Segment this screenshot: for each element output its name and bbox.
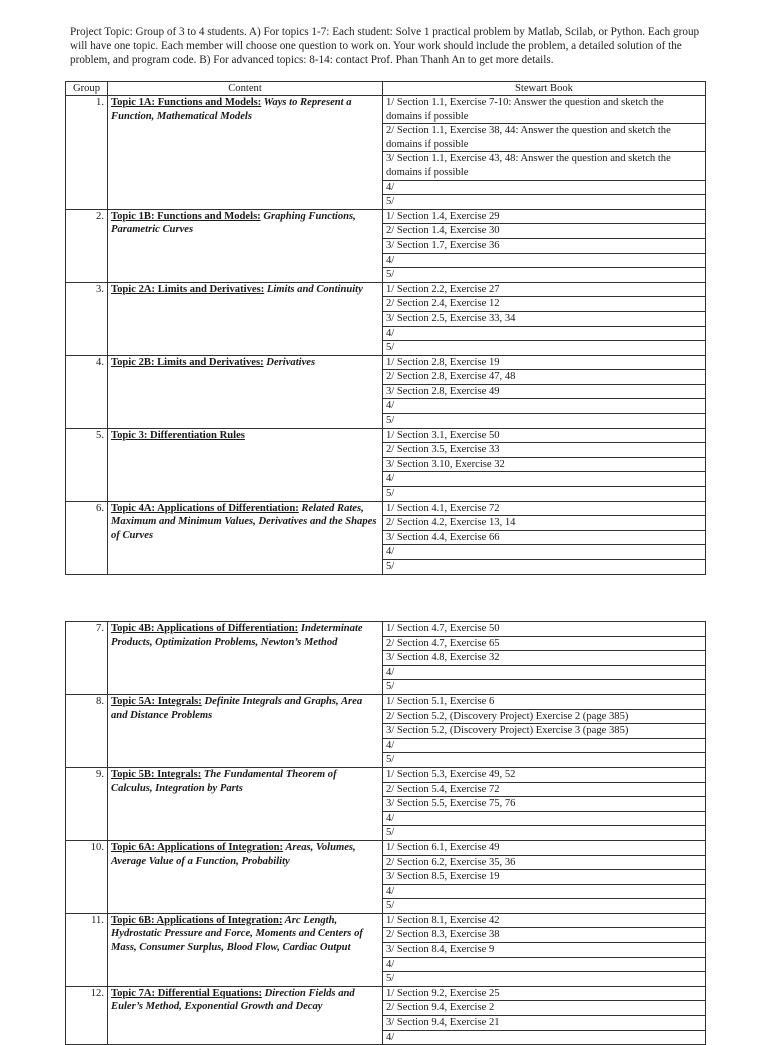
table-row <box>66 840 706 855</box>
exercise-cell: 5/ <box>383 195 706 210</box>
topics-table-1 <box>65 81 706 575</box>
topic-title: Topic 7A: Differential Equations: <box>111 987 262 999</box>
group-number: 8. <box>66 694 108 767</box>
exercise-cell: 1/ Section 3.1, Exercise 50 <box>383 428 706 443</box>
group-number: 2. <box>66 209 108 282</box>
exercise-cell: 2/ Section 2.8, Exercise 47, 48 <box>383 370 706 385</box>
exercise-cell: 5/ <box>383 414 706 429</box>
exercise-cell: 5/ <box>383 899 706 914</box>
topic-content <box>108 96 383 210</box>
exercise-cell: 1/ Section 4.1, Exercise 72 <box>383 501 706 516</box>
table-row <box>66 622 706 637</box>
exercise-cell: 1/ Section 1.1, Exercise 7-10: Answer the question and sketch the domains if possible <box>383 96 706 124</box>
exercise-cell: 1/ Section 6.1, Exercise 49 <box>383 840 706 855</box>
topic-subtitle: Derivatives <box>263 356 316 368</box>
exercise-cell: 4/ <box>383 326 706 341</box>
exercise-cell: 3/ Section 4.4, Exercise 66 <box>383 530 706 545</box>
exercise-cell: 4/ <box>383 253 706 268</box>
exercise-cell: 1/ Section 2.2, Exercise 27 <box>383 282 706 297</box>
book-header: Stewart Book <box>383 82 706 96</box>
exercise-cell: 4/ <box>383 738 706 753</box>
exercise-cell: 1/ Section 5.1, Exercise 6 <box>383 694 706 709</box>
topic-title: Topic 3: Differentiation Rules <box>111 429 245 441</box>
content-header: Content <box>108 82 383 96</box>
topic-subtitle: Ways to Represent a Function, Mathematical Models <box>111 97 352 122</box>
table-row <box>66 96 706 124</box>
exercise-cell: 3/ Section 2.5, Exercise 33, 34 <box>383 311 706 326</box>
topic-subtitle: The Fundamental Theorem of Calculus, Integration by Parts <box>111 768 337 794</box>
exercise-cell: 1/ Section 1.4, Exercise 29 <box>383 209 706 224</box>
group-number: 3. <box>66 282 108 355</box>
project-intro: Project Topic: Group of 3 to 4 students. A) For topics 1-7: Each student: Solve 1 practical problem by Matlab, Scilab, or Python. Each group will have one topic. Each member will choose one question to work on. Your work should include the problem, a detailed solution of the problem, and program code. B) For advanced topics: 8-14: contact Prof. Phan Thanh An to get more details. <box>70 26 700 66</box>
topic-subtitle: Arc Length, Hydrostatic Pressure and Force, Moments and Centers of Mass, Consumer Surplus, Blood Flow, Cardiac Output <box>111 914 363 954</box>
table-row <box>66 355 706 370</box>
exercise-cell: 4/ <box>383 957 706 972</box>
table-row <box>66 428 706 443</box>
table-row <box>66 913 706 928</box>
exercise-cell: 2/ Section 9.4, Exercise 2 <box>383 1001 706 1016</box>
group-number: 6. <box>66 501 108 574</box>
exercise-cell: 5/ <box>383 826 706 841</box>
exercise-cell: 2/ Section 8.3, Exercise 38 <box>383 928 706 943</box>
exercise-cell: 2/ Section 4.7, Exercise 65 <box>383 636 706 651</box>
group-number: 11. <box>66 913 108 986</box>
exercise-cell: 3/ Section 5.5, Exercise 75, 76 <box>383 797 706 812</box>
topic-subtitle: Definite Integrals and Graphs, Area and Distance Problems <box>111 695 363 721</box>
exercise-cell: 1/ Section 9.2, Exercise 25 <box>383 986 706 1001</box>
topic-subtitle: Graphing Functions, Parametric Curves <box>111 210 356 236</box>
exercise-cell: 4/ <box>383 884 706 899</box>
exercise-cell: 1/ Section 2.8, Exercise 19 <box>383 355 706 370</box>
exercise-cell: 2/ Section 1.1, Exercise 38, 44: Answer the question and sketch the domains if possible <box>383 124 706 152</box>
topic-title: Topic 5B: Integrals: <box>111 768 202 780</box>
topic-subtitle: Areas, Volumes, Average Value of a Function, Probability <box>111 841 356 867</box>
exercise-cell: 4/ <box>383 545 706 560</box>
exercise-cell: 3/ Section 5.2, (Discovery Project) Exercise 3 (page 385) <box>383 724 706 739</box>
exercise-cell: 1/ Section 8.1, Exercise 42 <box>383 913 706 928</box>
table-row <box>66 282 706 297</box>
topics-table-2 <box>65 621 706 1045</box>
exercise-cell: 2/ Section 6.2, Exercise 35, 36 <box>383 855 706 870</box>
exercise-cell: 2/ Section 3.5, Exercise 33 <box>383 443 706 458</box>
exercise-cell: 2/ Section 1.4, Exercise 30 <box>383 224 706 239</box>
exercise-cell: 3/ Section 8.5, Exercise 19 <box>383 870 706 885</box>
group-number: 4. <box>66 355 108 428</box>
topic-content <box>108 622 383 695</box>
exercise-cell: 5/ <box>383 680 706 695</box>
topic-title: Topic 1A: Functions and Models: <box>111 97 262 108</box>
exercise-cell: 4/ <box>383 472 706 487</box>
group-number: 10. <box>66 840 108 913</box>
exercise-cell: 5/ <box>383 487 706 502</box>
table-header-row <box>66 82 706 96</box>
exercise-cell: 5/ <box>383 268 706 283</box>
topic-title: Topic 6A: Applications of Integration: <box>111 841 284 853</box>
topic-title: Topic 5A: Integrals: <box>111 695 202 707</box>
exercise-cell: 2/ Section 5.4, Exercise 72 <box>383 782 706 797</box>
group-number: 12. <box>66 986 108 1044</box>
topic-content <box>108 282 383 355</box>
table-row <box>66 694 706 709</box>
exercise-cell: 2/ Section 5.2, (Discovery Project) Exercise 2 (page 385) <box>383 709 706 724</box>
topic-content <box>108 913 383 986</box>
topic-content <box>108 767 383 840</box>
group-number: 7. <box>66 622 108 695</box>
exercise-cell: 2/ Section 4.2, Exercise 13, 14 <box>383 516 706 531</box>
topic-title: Topic 2B: Limits and Derivatives: <box>111 356 264 368</box>
exercise-cell: 3/ Section 1.1, Exercise 43, 48: Answer the question and sketch the domains if possible <box>383 152 706 180</box>
topic-content <box>108 501 383 574</box>
exercise-cell: 5/ <box>383 753 706 768</box>
table-row <box>66 209 706 224</box>
exercise-cell: 1/ Section 5.3, Exercise 49, 52 <box>383 767 706 782</box>
exercise-cell: 4/ <box>383 665 706 680</box>
group-number: 1. <box>66 96 108 210</box>
topic-title: Topic 4B: Applications of Differentiation: <box>111 623 299 634</box>
exercise-cell: 4/ <box>383 811 706 826</box>
exercise-cell: 5/ <box>383 341 706 356</box>
exercise-cell: 3/ Section 1.7, Exercise 36 <box>383 238 706 253</box>
topic-content <box>108 209 383 282</box>
exercise-cell: 5/ <box>383 972 706 987</box>
topic-title: Topic 4A: Applications of Differentiation: <box>111 502 299 514</box>
exercise-cell: 5/ <box>383 560 706 575</box>
exercise-cell: 3/ Section 9.4, Exercise 21 <box>383 1016 706 1031</box>
exercise-cell: 1/ Section 4.7, Exercise 50 <box>383 622 706 637</box>
topic-subtitle: Indeterminate Products, Optimization Problems, Newton’s Method <box>111 623 363 648</box>
topic-content <box>108 355 383 428</box>
group-number: 5. <box>66 428 108 501</box>
topic-subtitle: Related Rates, Maximum and Minimum Values, Derivatives and the Shapes of Curves <box>111 502 377 541</box>
exercise-cell: 4/ <box>383 399 706 414</box>
topic-content <box>108 428 383 501</box>
group-header: Group <box>66 82 108 96</box>
table-row <box>66 767 706 782</box>
group-number: 9. <box>66 767 108 840</box>
exercise-cell: 2/ Section 2.4, Exercise 12 <box>383 297 706 312</box>
table-row <box>66 501 706 516</box>
exercise-cell: 3/ Section 2.8, Exercise 49 <box>383 384 706 399</box>
topic-title: Topic 1B: Functions and Models: <box>111 210 261 222</box>
topic-subtitle: Direction Fields and Euler’s Method, Exponential Growth and Decay <box>111 987 355 1013</box>
table-row <box>66 986 706 1001</box>
exercise-cell: 3/ Section 8.4, Exercise 9 <box>383 943 706 958</box>
exercise-cell: 4/ <box>383 180 706 195</box>
exercise-cell: 3/ Section 3.10, Exercise 32 <box>383 457 706 472</box>
topic-title: Topic 6B: Applications of Integration: <box>111 914 283 926</box>
topic-content <box>108 840 383 913</box>
exercise-cell: 4/ <box>383 1030 706 1045</box>
topic-subtitle: Limits and Continuity <box>264 283 363 295</box>
exercise-cell: 3/ Section 4.8, Exercise 32 <box>383 651 706 666</box>
topic-title: Topic 2A: Limits and Derivatives: <box>111 283 265 295</box>
topic-content <box>108 694 383 767</box>
topic-content <box>108 986 383 1044</box>
